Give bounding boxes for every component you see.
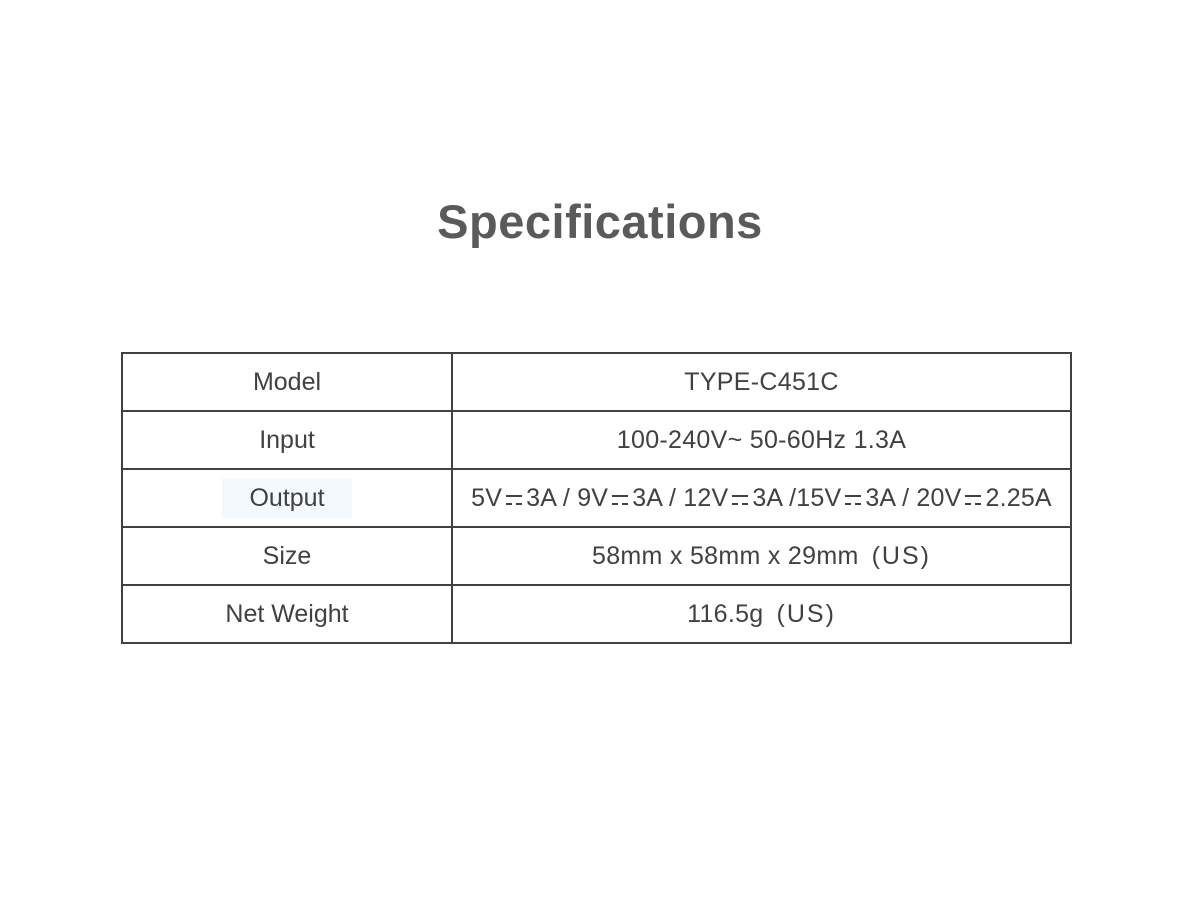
output-volt: 9V [577, 483, 609, 512]
spec-label-net-weight: Net Weight [122, 585, 452, 643]
direct-current-icon [965, 494, 981, 507]
table-row-model [122, 353, 1071, 411]
size-region: (US) [871, 541, 931, 570]
spec-label-output-cell [122, 469, 452, 527]
spec-value-output [452, 469, 1071, 527]
page-title: Specifications [437, 195, 763, 248]
output-amp: 3A [632, 483, 662, 512]
output-separator: / [555, 483, 578, 512]
table-row-input [122, 411, 1071, 469]
output-amp: 3A [526, 483, 556, 512]
direct-current-icon [612, 494, 628, 507]
output-volt: 15V [796, 483, 842, 512]
output-amp: 2.25A [985, 483, 1052, 512]
direct-current-icon [506, 494, 522, 507]
size-value: 58mm x 58mm x 29mm [592, 541, 859, 570]
specifications-table [121, 352, 1072, 644]
output-separator: / [781, 483, 797, 512]
table-row-size [122, 527, 1071, 585]
spec-value-model: TYPE-C451C [452, 353, 1071, 411]
output-separator: / [894, 483, 917, 512]
direct-current-icon [845, 494, 861, 507]
spec-label-size: Size [122, 527, 452, 585]
spec-value-size-cell [452, 527, 1071, 585]
net-weight-region: (US) [776, 599, 836, 628]
output-amp: 3A [865, 483, 895, 512]
output-volt: 12V [683, 483, 729, 512]
output-volt: 20V [916, 483, 962, 512]
spec-label-model: Model [122, 353, 452, 411]
spec-label-output: Output [249, 483, 325, 512]
output-label-highlight [222, 478, 351, 518]
spec-value-input: 100-240V~ 50-60Hz 1.3A [452, 411, 1071, 469]
net-weight-value: 116.5g [687, 599, 764, 628]
table-row-net-weight [122, 585, 1071, 643]
spec-label-input: Input [122, 411, 452, 469]
output-amp: 3A [752, 483, 782, 512]
output-volt: 5V [471, 483, 503, 512]
output-separator: / [661, 483, 684, 512]
direct-current-icon [732, 494, 748, 507]
table-row-output [122, 469, 1071, 527]
spec-value-net-weight-cell [452, 585, 1071, 643]
